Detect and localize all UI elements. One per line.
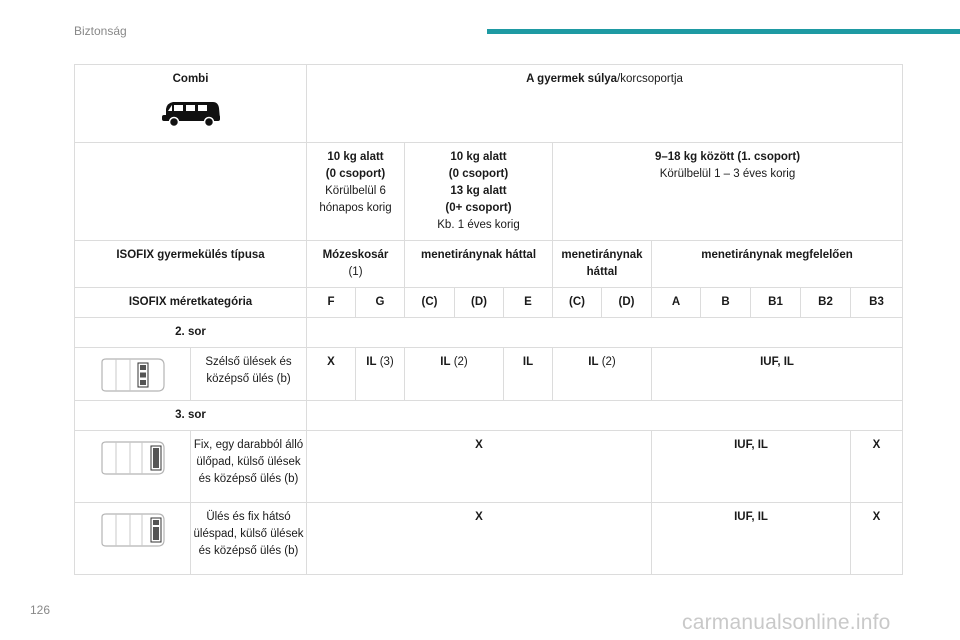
size-row-label: ISOFIX méretkategória (75, 288, 307, 318)
row-2-value (553, 348, 652, 401)
size-cell: A (652, 288, 701, 318)
row-3a-rear-value: X (307, 431, 652, 503)
group-1-cell (553, 143, 903, 241)
row-2-value-note: (2) (601, 356, 616, 368)
row-2-value-bold: IL (440, 356, 451, 368)
row-3a-forward-value: IUF, IL (652, 431, 851, 503)
size-cell: (C) (405, 288, 455, 318)
group-0plus-line: 10 kg alatt (450, 151, 507, 163)
size-cell: B1 (751, 288, 801, 318)
group-0-line: 10 kg alatt (327, 151, 384, 163)
weight-title-cell (307, 65, 903, 143)
header-accent-bar (487, 29, 960, 34)
row-2-value: IL (504, 348, 553, 401)
row-3a-b3-value: X (851, 431, 903, 503)
row-3-title: 3. sor (75, 401, 307, 431)
row-2-title: 2. sor (75, 318, 307, 348)
watermark: carmanualsonline.info (682, 611, 891, 634)
row-3b-forward-value: IUF, IL (652, 503, 851, 575)
size-cell: G (356, 288, 405, 318)
group-0-line: hónapos korig (319, 202, 392, 214)
size-cell: E (504, 288, 553, 318)
car-seat-row2-icon (98, 356, 168, 394)
group-1-line: 9–18 kg között (1. csoport) (654, 151, 801, 163)
row-3a-seat-icon-cell (75, 431, 191, 503)
row-2-seat-label: Szélső ülések és középső ülés (b) (191, 348, 307, 401)
weight-title-bold: A gyermek súlya (526, 73, 618, 85)
group-0-line: (0 csoport) (325, 168, 386, 180)
row-3a-seat-label: Fix, egy darabból álló ülőpad, külső ülések és középső ülés (b) (191, 431, 307, 503)
group-1-line: Körülbelül 1 – 3 éves korig (659, 168, 796, 180)
car-seat-row3a-icon (98, 439, 168, 477)
row-2-value: X (307, 348, 356, 401)
car-seat-row3b-icon (98, 511, 168, 549)
group-0-line: Körülbelül 6 (325, 185, 386, 197)
size-cell: B2 (801, 288, 851, 318)
group-0plus-line: 13 kg alatt (450, 185, 507, 197)
isofix-table (74, 64, 903, 575)
size-cell: (C) (553, 288, 602, 318)
row-2-value (356, 348, 405, 401)
row-2-seat-icon-cell (75, 348, 191, 401)
group-0-cell (307, 143, 405, 241)
row-2-value-note: (2) (453, 356, 468, 368)
row-2-value: IUF, IL (652, 348, 903, 401)
group-0plus-cell (405, 143, 553, 241)
forward-facing-cell: menetiránynak megfelelően (652, 241, 903, 288)
van-icon (160, 98, 222, 128)
empty-cell (307, 401, 903, 431)
size-cell: F (307, 288, 356, 318)
size-cell: (D) (455, 288, 504, 318)
row-3b-b3-value: X (851, 503, 903, 575)
page-number: 126 (30, 603, 51, 617)
empty-cell (75, 143, 307, 241)
carrycot-cell (307, 241, 405, 288)
size-cell: B (701, 288, 751, 318)
row-2-value-bold: IL (366, 356, 377, 368)
rear-facing-cell: menetiránynak háttal (405, 241, 553, 288)
size-cell: B3 (851, 288, 903, 318)
carrycot-note: (1) (348, 266, 363, 278)
row-3b-seat-label: Ülés és fix hátsó üléspad, külső ülések és középső ülés (b) (191, 503, 307, 575)
row-3b-seat-icon-cell (75, 503, 191, 575)
row-2-value-bold: IL (588, 356, 599, 368)
carrycot-label: Mózeskosár (322, 249, 389, 261)
row-3b-rear-value: X (307, 503, 652, 575)
size-cell: (D) (602, 288, 652, 318)
vehicle-name: Combi (172, 73, 209, 85)
type-row-label: ISOFIX gyermekülés típusa (75, 241, 307, 288)
group-0plus-line: Kb. 1 éves korig (437, 219, 520, 231)
section-title: Biztonság (74, 24, 127, 38)
group-0plus-line: (0 csoport) (448, 168, 509, 180)
group-0plus-line: (0+ csoport) (445, 202, 512, 214)
weight-title-rest: /korcsoportja (617, 73, 683, 85)
row-2-value-note: (3) (379, 356, 394, 368)
row-2-value (405, 348, 504, 401)
empty-cell (307, 318, 903, 348)
vehicle-cell (75, 65, 307, 143)
rear-facing-g1-cell: menetiránynak háttal (553, 241, 652, 288)
